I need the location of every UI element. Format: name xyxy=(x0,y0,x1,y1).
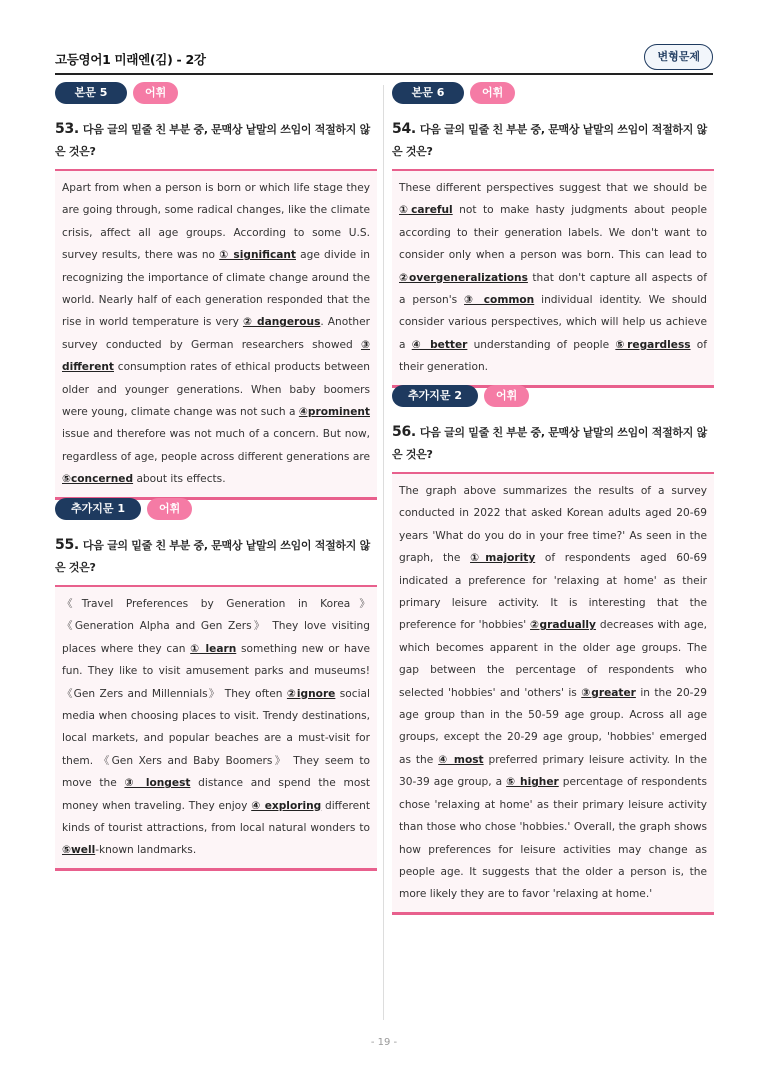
column-divider xyxy=(383,85,384,1020)
passage-box: These different perspectives suggest that we should be ①careful not to make hasty judgments about people according to their generation labels. We don't want to consider only when a person was born. This can lead to ②overgeneralizations that don't capture all aspects of a person's ③ common individual identity. We should consider various perspectives, which will help us achieve a ④ better understanding of people ⑤regardless of their generation. xyxy=(392,171,714,385)
passage-divider xyxy=(55,868,377,871)
section-56 xyxy=(392,385,714,915)
type-tag: 어휘 xyxy=(484,385,529,407)
underlined-choice-5: ⑤well xyxy=(62,844,96,857)
underlined-choice-5: ⑤ higher xyxy=(506,776,559,789)
underlined-choice-4: ④prominent xyxy=(298,406,370,419)
page-title: 고등영어1 미래엔(김) - 2강 xyxy=(55,52,206,67)
underlined-choice-3: ③ different xyxy=(62,338,370,374)
underlined-choice-3: ③greater xyxy=(581,686,636,699)
passage-box: Apart from when a person is born or which life stage they are going through, some radical changes, like the climate crisis, affect all age groups. According to some U.S. survey results, there was no ① significant age divide in recognizing the importance of climate change around the world. Nearly half of each generation responded that the rise in world temperature is very ② dangerous. Another survey conducted by German researchers showed ③ different consumption rates of ethical products between older and younger generations. When baby boomers were young, climate change was not such a ④prominent issue and therefore was not much of a concern. But now, regardless of age, people across different generations are ⑤concerned about its effects. xyxy=(55,171,377,497)
question-55 xyxy=(55,534,377,579)
question-text: 다음 글의 밑줄 친 부분 중, 문맥상 낱말의 쓰임이 적절하지 않은 것은? xyxy=(55,123,370,158)
underlined-choice-4: ④ better xyxy=(411,338,468,351)
page-number: - 19 - xyxy=(370,1037,398,1048)
underlined-choice-1: ① learn xyxy=(190,642,237,655)
passage-tag: 본문 6 xyxy=(392,82,464,104)
passage-tag: 본문 5 xyxy=(55,82,127,104)
passage-box: 《Travel Preferences by Generation in Korea》 《Generation Alpha and Gen Zers》 They love visiting places where they can ① learn something new or have fun. They like to visit amusement parks and museums! 《Gen Zers and Millennials》 They often ②ignore social media when choosing places to visit. Trendy destinations, local markets, and popular beaches are a must-visit for them. 《Gen Xers and Baby Boomers》 They seem to move the ③ longest distance and spend the most money when traveling. They enjoy ④ exploring different kinds of tourist attractions, from local natural wonders to ⑤well-known landmarks. xyxy=(55,587,377,868)
underlined-choice-1: ① significant xyxy=(219,249,296,262)
question-number: 55. xyxy=(55,537,79,553)
underlined-choice-4: ④ exploring xyxy=(251,799,322,812)
underlined-choice-5: ⑤regardless xyxy=(615,338,691,351)
question-number: 54. xyxy=(392,121,416,137)
question-number: 56. xyxy=(392,424,416,440)
question-text: 다음 글의 밑줄 친 부분 중, 문맥상 낱말의 쓰임이 적절하지 않은 것은? xyxy=(392,426,707,461)
variant-problem-badge: 변형문제 xyxy=(644,44,713,70)
underlined-choice-1: ①majority xyxy=(470,552,536,565)
underlined-choice-2: ②ignore xyxy=(286,687,336,700)
section-54 xyxy=(392,82,714,388)
type-tag: 어휘 xyxy=(470,82,515,104)
passage-tag: 추가지문 1 xyxy=(55,498,141,520)
question-56 xyxy=(392,421,714,466)
underlined-choice-1: ①careful xyxy=(399,204,453,217)
underlined-choice-2: ②gradually xyxy=(530,619,596,632)
type-tag: 어휘 xyxy=(133,82,178,104)
underlined-choice-2: ② dangerous xyxy=(242,316,321,329)
passage-tag: 추가지문 2 xyxy=(392,385,478,407)
type-tag: 어휘 xyxy=(147,498,192,520)
passage-box: The graph above summarizes the results of a survey conducted in 2022 that asked Korean adults aged 20-69 years 'What do you do in your free time?' As seen in the graph, the ①majority of respondents aged 60-69 indicated a preference for 'relaxing at home' as their primary leisure activity. It is interesting that the preference for 'hobbies' ②gradually decreases with age, which becomes apparent in the older age groups. The gap between the percentage of respondents who selected 'hobbies' and 'others' is ③greater in the 20-29 age group than in the 50-59 age group. Across all age groups, except the 20-29 age group, 'hobbies' emerged as the ④ most preferred primary leisure activity. In the 30-39 age group, a ⑤ higher percentage of respondents chose 'relaxing at home' as their primary leisure activity than those who chose 'hobbies.' Overall, the graph shows how preferences for leisure activities may change as people age. It suggests that the older a person is, the more likely they are to favor 'relaxing at home.' xyxy=(392,474,714,912)
passage-divider xyxy=(392,912,714,915)
underlined-choice-4: ④ most xyxy=(438,753,484,766)
section-53 xyxy=(55,82,377,500)
question-53 xyxy=(55,118,377,163)
question-54 xyxy=(392,118,714,163)
question-text: 다음 글의 밑줄 친 부분 중, 문맥상 낱말의 쓰임이 적절하지 않은 것은? xyxy=(55,539,370,574)
underlined-choice-3: ③ longest xyxy=(124,777,191,790)
header-divider xyxy=(55,73,713,75)
question-text: 다음 글의 밑줄 친 부분 중, 문맥상 낱말의 쓰임이 적절하지 않은 것은? xyxy=(392,123,707,158)
question-number: 53. xyxy=(55,121,79,137)
underlined-choice-3: ③ common xyxy=(464,294,535,307)
underlined-choice-5: ⑤concerned xyxy=(62,473,134,486)
underlined-choice-2: ②overgeneralizations xyxy=(399,271,528,284)
section-55 xyxy=(55,498,377,871)
page-header xyxy=(55,44,713,74)
